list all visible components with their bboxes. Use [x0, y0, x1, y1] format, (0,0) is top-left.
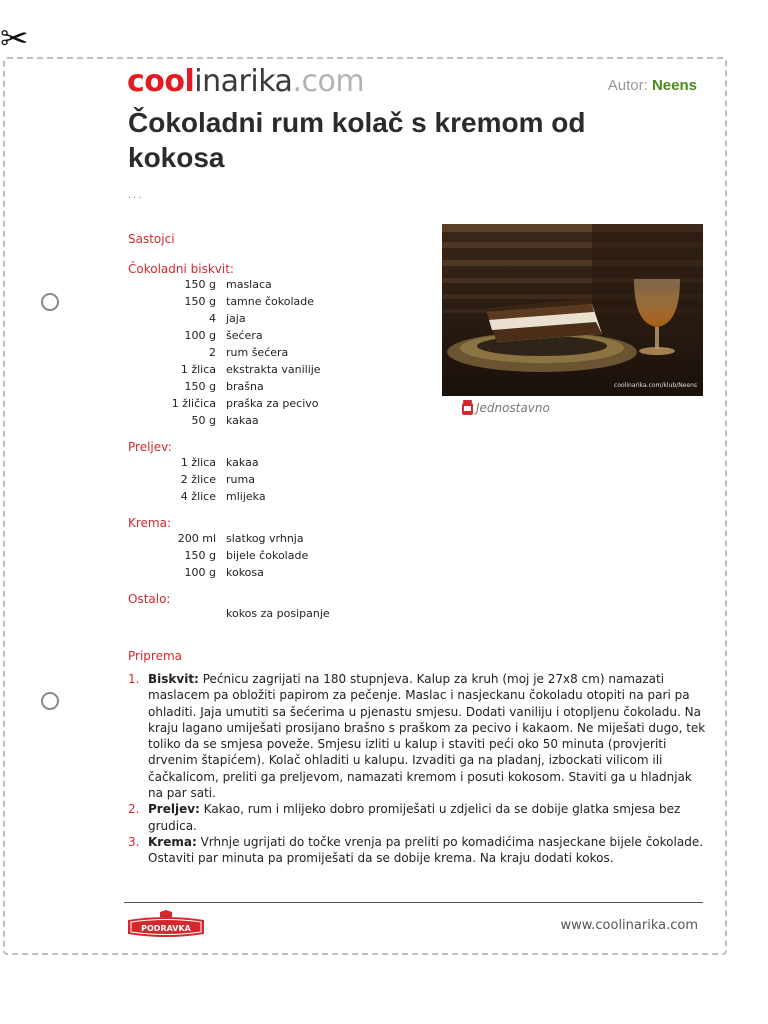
website-link[interactable]: www.coolinarika.com	[560, 918, 698, 933]
ingredient-name: slatkog vrhnja	[226, 532, 304, 545]
step-text: Pećnicu zagrijati na 180 stupnjeva. Kalup za kruh (moj je 27x8 cm) namazati maslacem pa obložiti papirom za pečenje. Maslac i nasjeckanu čokoladu otopiti na pari pa ohladiti. Jaja umutiti sa šećerima u pjenastu smjesu. Dodati vaniliju i otopljenu čokoladu. Na kraju lagano umiješati prosijano brašno s praškom za pecivo i kakaom. Ne miješati dugo, tek toliko da se smjesa poveže. Smjesu izliti u kalup i staviti peći oko 50 minuta (provjeriti drvenim štapićem). Kolač ohladiti u kalupu. Izvaditi ga na pladanj, izbockati vilicom ili čačkalicom, preliti ga preljevom, namazati kremom i posuti kokosom. Staviti ga u hladnjak na par sati.	[148, 672, 706, 801]
ingredient-name: kakaa	[226, 414, 259, 427]
scissors-icon: ✂	[0, 19, 29, 59]
coolinarika-logo[interactable]: coolinarika.com	[127, 64, 365, 99]
ingredient-name: kakaa	[226, 456, 259, 469]
ingredient-row	[128, 530, 428, 547]
punch-hole-top	[41, 293, 59, 311]
ingredient-name: kokos za posipanje	[226, 607, 330, 620]
ingredient-name: bijele čokolade	[226, 549, 309, 562]
preparation-steps	[128, 671, 708, 867]
ingredient-amount: 100 g	[184, 329, 216, 342]
step-number: 1.	[128, 672, 140, 686]
step-label: Krema:	[148, 834, 197, 849]
difficulty-label: Jednostavno	[476, 401, 550, 415]
ingredient-name: ekstrakta vanilije	[226, 363, 321, 376]
ingredient-amount: 2	[209, 346, 216, 359]
ingredient-row	[128, 378, 428, 395]
ingredient-row	[128, 293, 428, 310]
ingredient-row	[128, 564, 428, 581]
ingredient-group-title: Preljev:	[128, 440, 172, 454]
ingredient-row	[128, 276, 428, 293]
footer-divider	[124, 902, 703, 903]
preparation-heading: Priprema	[128, 649, 183, 663]
step-label: Biskvit:	[148, 672, 199, 686]
ingredient-group-title: Krema:	[128, 516, 172, 530]
ingredient-amount: 4 žlice	[180, 490, 216, 503]
ingredient-amount: 200 ml	[177, 532, 216, 545]
ingredient-name: jaja	[226, 312, 246, 325]
subtitle-dots: ...	[128, 190, 144, 201]
ingredient-name: mlijeka	[226, 490, 266, 503]
ingredient-group-title: Ostalo:	[128, 592, 171, 606]
ingredient-row	[128, 327, 428, 344]
step-number: 3.	[128, 834, 140, 849]
recipe-title: Čokoladni rum kolač s kremom od kokosa	[128, 107, 586, 173]
ingredient-row	[128, 454, 428, 471]
author-name[interactable]: Neens	[651, 77, 697, 94]
ingredient-list	[128, 605, 428, 622]
step-label: Preljev:	[148, 802, 200, 817]
ingredient-amount: 150 g	[184, 549, 216, 562]
ingredient-name: maslaca	[226, 278, 272, 291]
ingredient-row	[128, 412, 428, 429]
step-text: Vrhnje ugrijati do točke vrenja pa preliti po komadićima nasjeckane bijele čokolade. Ostaviti par minuta pa promiješati da se dobije krema. Na kraju dodati kokos.	[148, 834, 704, 866]
ingredient-row	[128, 488, 428, 505]
ingredient-amount: 2 žlice	[180, 473, 216, 486]
ingredient-amount: 150 g	[184, 380, 216, 393]
step-text: Kakao, rum i mlijeko dobro promiješati u zdjelici da se dobije glatka smjesa bez grudica.	[148, 802, 681, 833]
jar-icon	[462, 400, 473, 415]
ingredient-amount: 1 žlica	[180, 363, 216, 376]
author-credit	[608, 77, 697, 94]
ingredient-name: ruma	[226, 473, 255, 486]
ingredient-amount: 150 g	[184, 295, 216, 308]
ingredient-list	[128, 530, 428, 581]
svg-text:PODRAVKA: PODRAVKA	[141, 924, 191, 933]
ingredient-name: kokosa	[226, 566, 264, 579]
step	[128, 834, 708, 867]
difficulty-badge	[462, 400, 550, 415]
ingredient-row	[128, 547, 428, 564]
ingredient-name: šećera	[226, 329, 263, 342]
ingredient-row	[128, 395, 428, 412]
ingredient-amount: 1 žlica	[180, 456, 216, 469]
ingredient-name: praška za pecivo	[226, 397, 319, 410]
step	[128, 801, 708, 834]
step-number: 2.	[128, 802, 140, 817]
ingredient-name: rum šećera	[226, 346, 289, 359]
photo-watermark: coolinarika.com/klub/Neens	[614, 382, 697, 389]
ingredient-amount: 4	[209, 312, 216, 325]
ingredient-row	[128, 471, 428, 488]
ingredient-row	[128, 310, 428, 327]
ingredient-name: tamne čokolade	[226, 295, 315, 308]
ingredient-row	[128, 361, 428, 378]
ingredient-amount: 150 g	[184, 278, 216, 291]
recipe-photo	[442, 224, 703, 396]
step	[128, 671, 708, 801]
author-label: Autor:	[607, 77, 648, 94]
ingredient-amount: 50 g	[191, 414, 216, 427]
ingredient-group-title: Čokoladni biskvit:	[128, 262, 234, 276]
punch-hole-bottom	[41, 692, 59, 710]
ingredient-name: brašna	[226, 380, 264, 393]
ingredient-amount: 1 žličica	[171, 397, 216, 410]
ingredient-list	[128, 276, 428, 429]
ingredient-list	[128, 454, 428, 505]
podravka-logo[interactable]	[126, 910, 206, 942]
ingredients-heading: Sastojci	[128, 232, 175, 246]
ingredient-amount: 100 g	[184, 566, 216, 579]
ingredient-row	[128, 605, 428, 622]
ingredient-row	[128, 344, 428, 361]
